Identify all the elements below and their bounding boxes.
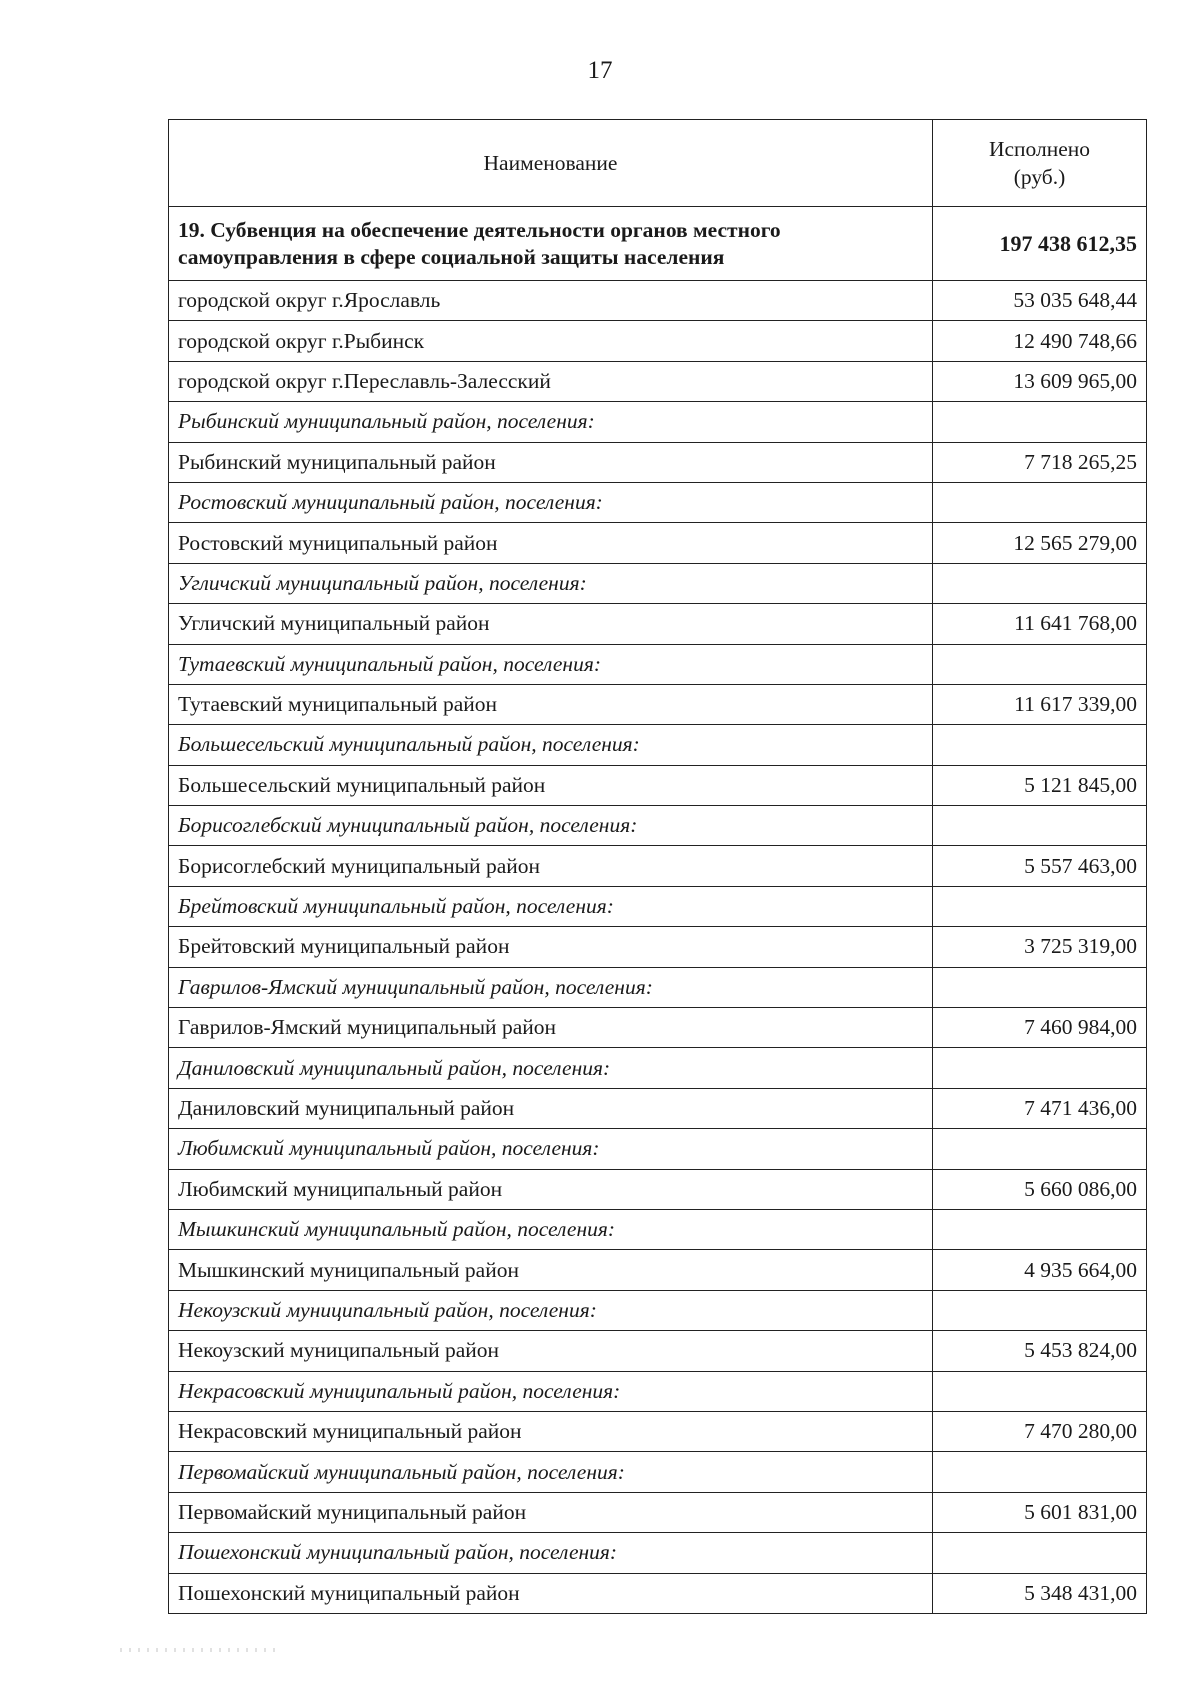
group-heading: Большесельский муниципальный район, поселения: <box>169 725 933 765</box>
row-value: 5 557 463,00 <box>933 846 1147 886</box>
row-value: 12 490 748,66 <box>933 321 1147 361</box>
table-row <box>169 1088 1147 1128</box>
row-name: Большесельский муниципальный район <box>169 765 933 805</box>
group-heading-row <box>169 1452 1147 1492</box>
row-value <box>933 725 1147 765</box>
table-row <box>169 1331 1147 1371</box>
row-value <box>933 402 1147 442</box>
group-heading: Некоузский муниципальный район, поселения: <box>169 1290 933 1330</box>
subvention-table <box>168 119 1147 1614</box>
group-heading-row <box>169 967 1147 1007</box>
header-value <box>933 120 1147 207</box>
row-name: Брейтовский муниципальный район <box>169 927 933 967</box>
row-name: Тутаевский муниципальный район <box>169 684 933 724</box>
table-row <box>169 442 1147 482</box>
row-name: Даниловский муниципальный район <box>169 1088 933 1128</box>
table-row <box>169 523 1147 563</box>
row-value <box>933 563 1147 603</box>
group-heading: Даниловский муниципальный район, поселения: <box>169 1048 933 1088</box>
row-value <box>933 644 1147 684</box>
group-heading: Некрасовский муниципальный район, поселения: <box>169 1371 933 1411</box>
row-name: Угличский муниципальный район <box>169 604 933 644</box>
row-value: 3 725 319,00 <box>933 927 1147 967</box>
row-value: 7 471 436,00 <box>933 1088 1147 1128</box>
row-value: 11 641 768,00 <box>933 604 1147 644</box>
row-name: Пошехонский муниципальный район <box>169 1573 933 1613</box>
group-heading: Пошехонский муниципальный район, поселения: <box>169 1533 933 1573</box>
table-row <box>169 1008 1147 1048</box>
row-name: городской округ г.Рыбинск <box>169 321 933 361</box>
row-value <box>933 1129 1147 1169</box>
table-row <box>169 765 1147 805</box>
table-row <box>169 927 1147 967</box>
table-row <box>169 1250 1147 1290</box>
row-value: 7 718 265,25 <box>933 442 1147 482</box>
row-value: 13 609 965,00 <box>933 361 1147 401</box>
row-name: Борисоглебский муниципальный район <box>169 846 933 886</box>
row-value: 5 660 086,00 <box>933 1169 1147 1209</box>
row-value: 7 470 280,00 <box>933 1411 1147 1451</box>
row-value: 4 935 664,00 <box>933 1250 1147 1290</box>
page-number: 17 <box>587 57 613 84</box>
table-row <box>169 604 1147 644</box>
group-heading: Гаврилов-Ямский муниципальный район, поселения: <box>169 967 933 1007</box>
table-row <box>169 1573 1147 1613</box>
scan-artifact <box>120 1648 280 1652</box>
table-row <box>169 846 1147 886</box>
row-value: 5 601 831,00 <box>933 1492 1147 1532</box>
group-heading-row <box>169 1048 1147 1088</box>
header-name: Наименование <box>169 120 933 207</box>
row-name: Первомайский муниципальный район <box>169 1492 933 1532</box>
group-heading-row <box>169 886 1147 926</box>
table-row <box>169 281 1147 321</box>
group-heading: Рыбинский муниципальный район, поселения: <box>169 402 933 442</box>
group-heading-row <box>169 1290 1147 1330</box>
row-value: 5 453 824,00 <box>933 1331 1147 1371</box>
group-heading: Брейтовский муниципальный район, поселения: <box>169 886 933 926</box>
header-row <box>169 120 1147 207</box>
row-name: городской округ г.Ярославль <box>169 281 933 321</box>
group-heading-row <box>169 1209 1147 1249</box>
header-value-line2: (руб.) <box>1013 165 1066 189</box>
group-heading: Ростовский муниципальный район, поселения: <box>169 482 933 522</box>
row-value: 5 348 431,00 <box>933 1573 1147 1613</box>
group-heading: Первомайский муниципальный район, поселения: <box>169 1452 933 1492</box>
table-row <box>169 361 1147 401</box>
row-name: Некрасовский муниципальный район <box>169 1411 933 1451</box>
row-name: Некоузский муниципальный район <box>169 1331 933 1371</box>
group-heading-row <box>169 644 1147 684</box>
row-name: Рыбинский муниципальный район <box>169 442 933 482</box>
row-value <box>933 482 1147 522</box>
row-value: 11 617 339,00 <box>933 684 1147 724</box>
table-header <box>169 120 1147 207</box>
row-name: Мышкинский муниципальный район <box>169 1250 933 1290</box>
header-value-line1: Исполнено <box>988 137 1091 161</box>
group-heading-row <box>169 482 1147 522</box>
table-row <box>169 321 1147 361</box>
group-heading: Мышкинский муниципальный район, поселения: <box>169 1209 933 1249</box>
table-row <box>169 1169 1147 1209</box>
row-value: 7 460 984,00 <box>933 1008 1147 1048</box>
group-heading-row <box>169 1533 1147 1573</box>
row-name: Любимский муниципальный район <box>169 1169 933 1209</box>
table-row <box>169 1411 1147 1451</box>
row-value <box>933 886 1147 926</box>
row-value <box>933 967 1147 1007</box>
table-row <box>169 684 1147 724</box>
group-heading-row <box>169 402 1147 442</box>
total-name: 19. Субвенция на обеспечение деятельности органов местного самоуправления в сфере социальной защиты населения <box>169 207 933 281</box>
group-heading-row <box>169 725 1147 765</box>
row-value: 53 035 648,44 <box>933 281 1147 321</box>
row-name: Ростовский муниципальный район <box>169 523 933 563</box>
group-heading: Борисоглебский муниципальный район, поселения: <box>169 806 933 846</box>
row-value <box>933 1290 1147 1330</box>
row-value <box>933 806 1147 846</box>
row-value <box>933 1209 1147 1249</box>
row-name: городской округ г.Переславль-Залесский <box>169 361 933 401</box>
table-body <box>169 207 1147 1614</box>
group-heading-row <box>169 1129 1147 1169</box>
row-value <box>933 1048 1147 1088</box>
row-value: 12 565 279,00 <box>933 523 1147 563</box>
group-heading: Тутаевский муниципальный район, поселения: <box>169 644 933 684</box>
group-heading-row <box>169 806 1147 846</box>
table-row <box>169 1492 1147 1532</box>
row-value: 5 121 845,00 <box>933 765 1147 805</box>
row-value <box>933 1371 1147 1411</box>
row-value <box>933 1452 1147 1492</box>
group-heading: Любимский муниципальный район, поселения: <box>169 1129 933 1169</box>
row-name: Гаврилов-Ямский муниципальный район <box>169 1008 933 1048</box>
total-row <box>169 207 1147 281</box>
total-value: 197 438 612,35 <box>933 207 1147 281</box>
group-heading: Угличский муниципальный район, поселения: <box>169 563 933 603</box>
group-heading-row <box>169 1371 1147 1411</box>
row-value <box>933 1533 1147 1573</box>
group-heading-row <box>169 563 1147 603</box>
